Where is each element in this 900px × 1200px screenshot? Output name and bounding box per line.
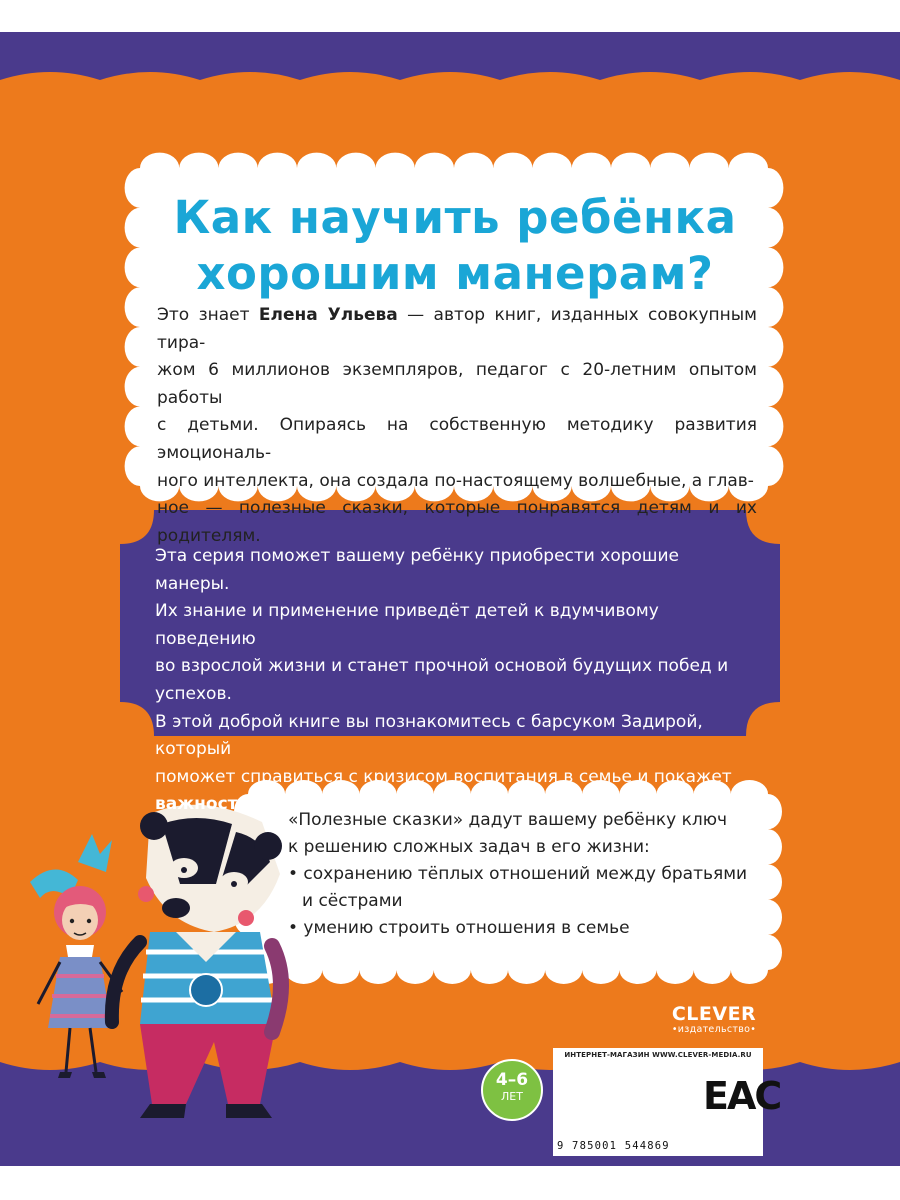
age-badge (481, 1059, 543, 1121)
series-line-4: В этой доброй книге вы познакомитесь с барсуком Задирой, который (155, 711, 703, 760)
benefit-bullet-1-b: и сёстрами (302, 891, 403, 911)
series-line-2: Их знание и применение приведёт детей к вдумчивому поведению (155, 601, 659, 649)
benefits-text (288, 807, 748, 942)
age-unit: ЛЕТ (501, 1090, 523, 1103)
intro-line-1-rest: — автор книг, изданных совокупным тира- (157, 305, 758, 353)
benefits-line-1: «Полезные сказки» дадут вашему ребёнку ключ (288, 810, 728, 830)
book-back-cover (0, 32, 900, 1166)
badger-character (112, 805, 282, 1118)
publisher-name: CLEVER (671, 1003, 757, 1025)
eac-certification-mark: ЕАС (703, 1074, 781, 1118)
benefits-line-2: к решению сложных задач в его жизни: (288, 837, 650, 857)
characters-illustration (30, 805, 282, 1118)
title-line-2: хорошим манерам? (196, 247, 714, 300)
benefit-bullet-2: • умению строить отношения в семье (288, 918, 630, 938)
main-title (150, 190, 760, 302)
author-intro-text (157, 302, 757, 550)
age-range: 4–6 (495, 1070, 529, 1090)
series-bold-phrase: важность семейных ценностей. (155, 794, 467, 815)
shop-url: ИНТЕРНЕТ-МАГАЗИН WWW.CLEVER-MEDIA.RU (564, 1051, 752, 1059)
intro-line-3: с детьми. Опираясь на собственную методику развития эмоциональ- (157, 415, 757, 463)
intro-pre: Это знает (157, 305, 259, 325)
intro-line-1 (157, 302, 757, 357)
intro-line-5: ное — полезные сказки, которые понравятся детям и их родителям. (157, 498, 757, 546)
series-line-1: Эта серия поможет вашему ребёнку приобрести хорошие манеры. (155, 546, 679, 594)
intro-line-4: ного интеллекта, она создала по-настоящему волшебные, а глав- (157, 470, 754, 491)
benefit-bullet-1-a: • сохранению тёплых отношений между братьями (288, 864, 748, 884)
series-line-3: во взрослой жизни и станет прочной основой будущих побед и успехов. (155, 656, 729, 704)
benefit-bullet-1 (288, 861, 748, 915)
publisher-subtitle: •издательство• (671, 1024, 757, 1035)
title-line-1: Как научить ребёнка (173, 191, 737, 244)
barcode-panel (553, 1048, 781, 1156)
girl-character (30, 834, 122, 1078)
series-line-5: поможет справиться с кризисом воспитания в семье и покажет (155, 766, 732, 787)
series-description-text (155, 543, 755, 819)
publisher-logo (664, 1004, 764, 1035)
author-name: Елена Ульева (258, 305, 398, 325)
isbn-number: 9 785001 544869 (557, 1140, 670, 1152)
intro-line-2: жом 6 миллионов экземпляров, педагог с 20-летним опытом работы (157, 360, 757, 408)
